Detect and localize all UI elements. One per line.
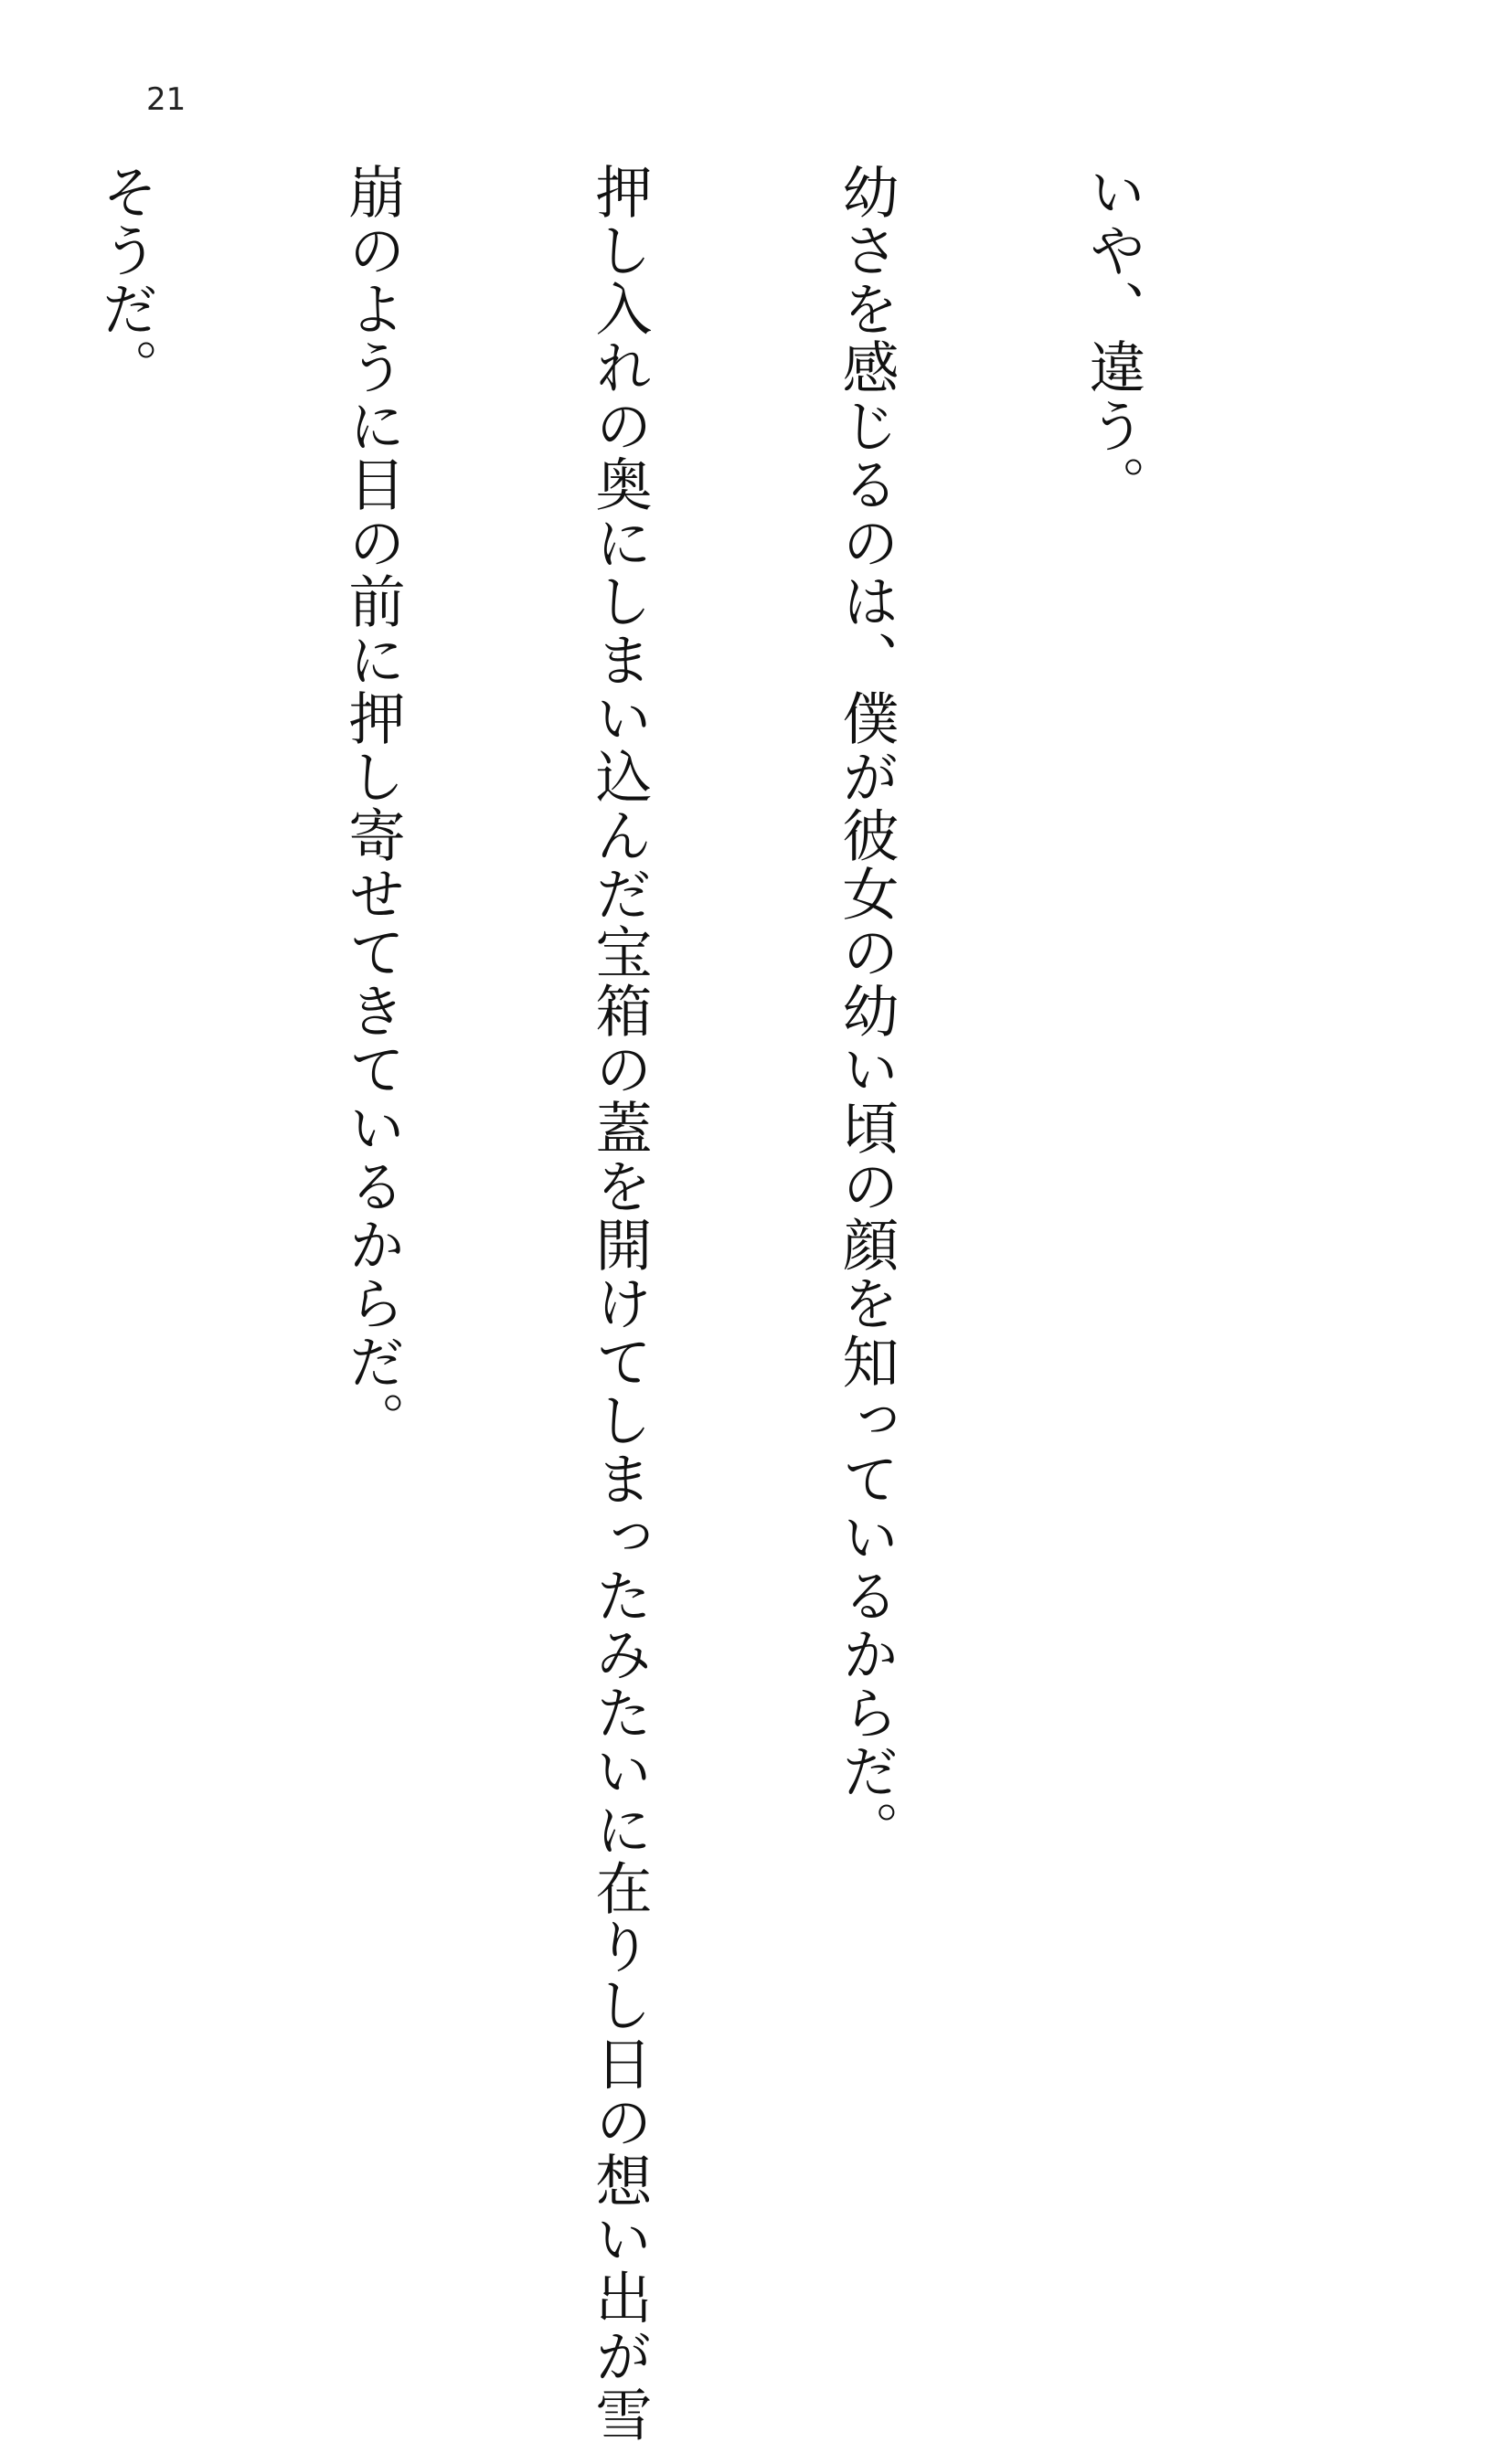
body-text: [0, 163, 1318, 2444]
text-line: そうだ。: [92, 163, 159, 397]
text-line: 崩のように目の前に押し寄せてきているからだ。: [339, 163, 406, 1450]
text-line: 押し入れの奥にしまい込んだ宝箱の蓋を開けてしまったみたいに在りし日の想い出が雪: [586, 163, 653, 2444]
text-line: 幼さを感じるのは、僕が彼女の幼い頃の顔を知っているからだ。: [833, 163, 900, 1859]
page-number: 21: [146, 81, 186, 118]
text-line: いや、違う。: [1080, 163, 1146, 514]
